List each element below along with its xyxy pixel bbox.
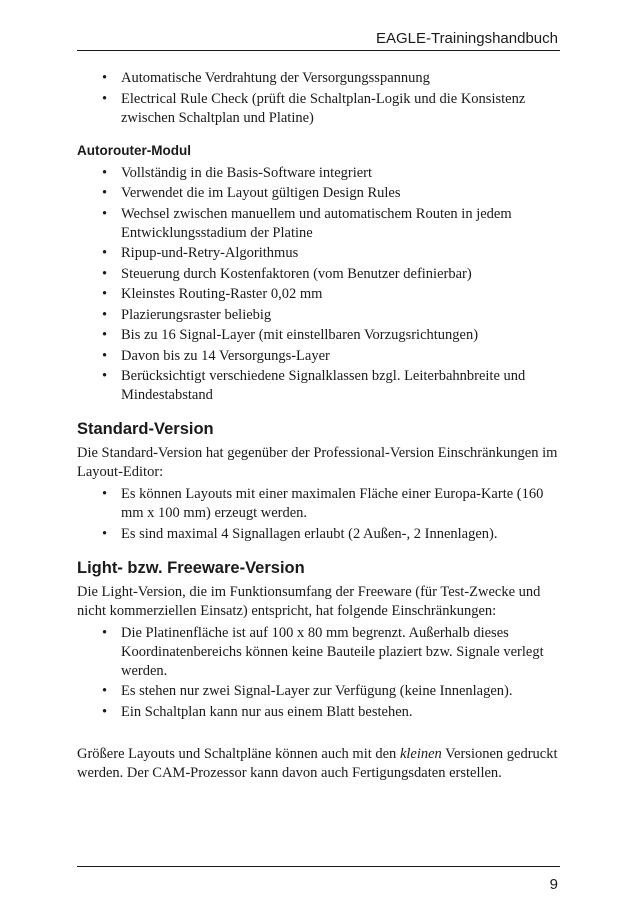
list-item: • Kleinstes Routing-Raster 0,02 mm <box>77 285 561 304</box>
standard-version-heading: Standard-Version <box>77 420 214 438</box>
list-item: • Es sind maximal 4 Signallagen erlaubt (2 Außen-, 2 Innenlagen). <box>77 525 561 544</box>
closing-text-start: Größere Layouts und Schaltpläne können auch mit den <box>77 745 400 762</box>
list-item: • Die Platinenfläche ist auf 100 x 80 mm begrenzt. Außerhalb dieses Koordinatenbereichs können keine Bauteile plaziert bzw. Signale verlegt werden. <box>77 624 561 681</box>
autorouter-heading: Autorouter-Modul <box>77 142 191 158</box>
list-item: • Ein Schaltplan kann nur aus einem Blatt bestehen. <box>77 703 561 722</box>
list-item: • Automatische Verdrahtung der Versorgungsspannung <box>77 69 561 88</box>
light-version-list <box>77 624 561 722</box>
standard-version-intro: Die Standard-Version hat gegenüber der Professional-Version Einschränkungen im Layout-Editor: <box>77 445 558 480</box>
running-header-title: EAGLE-Trainingshandbuch <box>375 30 558 47</box>
list-item: • Es stehen nur zwei Signal-Layer zur Verfügung (keine Innenlagen). <box>77 682 561 701</box>
list-item: • Es können Layouts mit einer maximalen Fläche einer Europa-Karte (160 mm x 100 mm) erzeugt werden. <box>77 485 561 523</box>
footer-rule <box>77 866 560 867</box>
list-item: • Davon bis zu 14 Versorgungs-Layer <box>77 347 561 366</box>
list-item: • Berücksichtigt verschiedene Signalklassen bzgl. Leiterbahnbreite und Mindestabstand <box>77 367 561 405</box>
page-body <box>77 69 561 786</box>
closing-text-end: Versionen gedruckt werden. Der CAM-Prozessor kann davon auch Fertigungsdaten erstellen. <box>77 745 558 781</box>
list-item: • Wechsel zwischen manuellem und automatischem Routen in jedem Entwicklungsstadium der Platine <box>77 205 561 243</box>
autorouter-feature-list <box>77 164 561 406</box>
header-rule <box>77 50 560 51</box>
intro-feature-list <box>77 69 561 128</box>
standard-version-list <box>77 485 561 544</box>
closing-paragraph <box>77 745 561 783</box>
list-item: • Plazierungsraster beliebig <box>77 306 561 325</box>
list-item: • Ripup-und-Retry-Algorithmus <box>77 244 561 263</box>
closing-emphasis: kleinen <box>399 745 442 762</box>
list-item: • Bis zu 16 Signal-Layer (mit einstellbaren Vorzugsrichtungen) <box>77 326 561 345</box>
light-version-heading: Light- bzw. Freeware-Version <box>77 558 305 577</box>
light-version-intro: Die Light-Version, die im Funktionsumfang der Freeware (für Test-Zwecke und nicht kommerziellen Einsatz) entspricht, hat folgende Einschränkungen: <box>77 583 541 619</box>
list-item: • Verwendet die im Layout gültigen Design Rules <box>77 184 561 203</box>
list-item: • Electrical Rule Check (prüft die Schaltplan-Logik und die Konsistenz zwischen Schaltplan und Platine) <box>77 90 561 128</box>
list-item: • Vollständig in die Basis-Software integriert <box>77 164 561 183</box>
list-item: • Steuerung durch Kostenfaktoren (vom Benutzer definierbar) <box>77 265 561 284</box>
page-number: 9 <box>549 876 558 893</box>
